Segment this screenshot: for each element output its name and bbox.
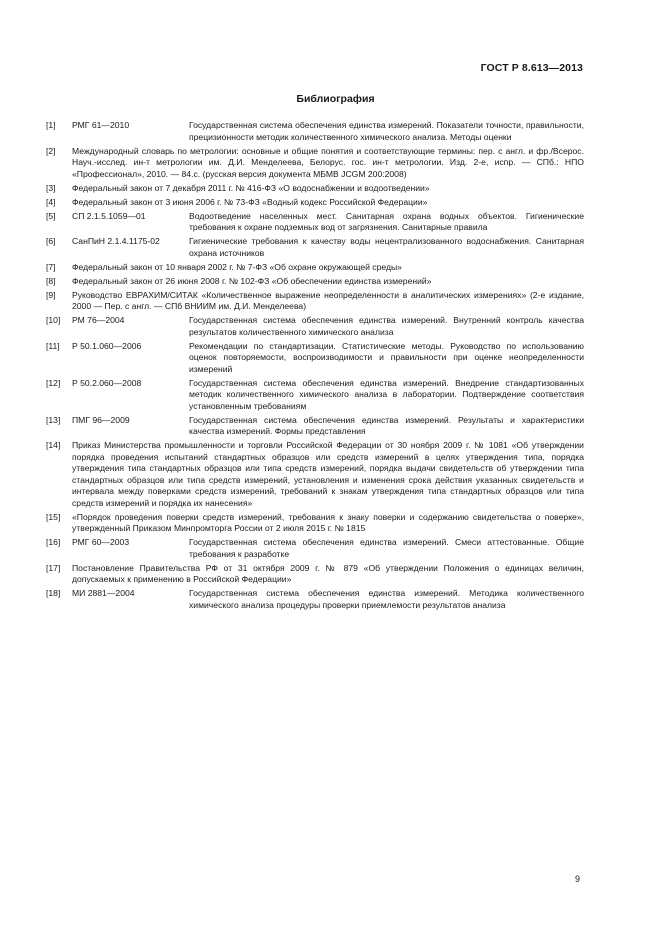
entry-description: Рекомендации по стандартизации. Статистические методы. Руководство по использованию оценок повторяемости, воспроизводимости и правильности при оценке неопределенности измерений <box>189 340 584 374</box>
entry-description: Гигиенические требования к качеству воды нецентрализованного водоснабжения. Санитарная охрана источников <box>189 236 584 258</box>
entry-description: Приказ Министерства промышленности и торговли Российской Федерации от 30 ноября 2009 г. № 1081 «Об утверждении порядка проведения испытаний стандартных образцов или средств измерений в целях утверждения типа, порядка утверждения типа стандартных образцов или типа средств измерений, порядка выдачи свидетельств об утверждении типа стандартных образцов или типа средств измерений, установления и изменения срока действия указанных свидетельств и интервала между поверками средств измерений, требований к знакам утверждения типа стандартных образцов или типа средств измерений и порядка их нанесения» <box>72 440 584 508</box>
bibliography-entry <box>46 315 584 338</box>
entry-number: [17] <box>46 562 61 573</box>
entry-description: Федеральный закон от 26 июня 2008 г. № 102-ФЗ «Об обеспечении единства измерений» <box>72 275 432 286</box>
entry-number: [8] <box>46 275 56 286</box>
entry-document-code: Р 50.1.060—2006 <box>72 340 142 351</box>
entry-description: Государственная система обеспечения единства измерений. Результаты и характеристики качества измерений. Формы представления <box>189 414 584 436</box>
entry-number: [13] <box>46 414 61 425</box>
entry-number: [15] <box>46 511 61 522</box>
entry-document-code: РМ 76—2004 <box>72 315 125 325</box>
entry-description: Федеральный закон от 3 июня 2006 г. № 73-ФЗ «Водный кодекс Российской Федерации» <box>72 196 428 207</box>
bibliography-entry <box>46 378 584 413</box>
entry-number: [10] <box>46 315 61 325</box>
standard-designation: ГОСТ Р 8.613—2013 <box>480 62 583 74</box>
bibliography-entry <box>46 440 584 509</box>
entry-number: [1] <box>46 120 56 130</box>
bibliography-entry <box>46 563 584 586</box>
bibliography-list <box>46 120 584 614</box>
entry-number: [9] <box>46 289 56 300</box>
entry-description: Федеральный закон от 7 декабря 2011 г. № 416-ФЗ «О водоснабжении и водоотведении» <box>72 182 430 193</box>
entry-description: Государственная система обеспечения единства измерений. Показатели точности, правильности, прецизионности методик количественного химического анализа. Методы оценки <box>189 120 584 142</box>
entry-number: [3] <box>46 182 56 193</box>
bibliography-entry <box>46 290 584 313</box>
bibliography-entry <box>46 197 584 209</box>
bibliography-entry <box>46 211 584 234</box>
entry-document-code: СП 2.1.5.1059—01 <box>72 210 146 221</box>
entry-number: [5] <box>46 210 56 221</box>
entry-number: [16] <box>46 537 61 547</box>
bibliography-entry <box>46 341 584 376</box>
entry-document-code: МИ 2881—2004 <box>72 588 135 598</box>
bibliography-entry <box>46 146 584 181</box>
entry-description: «Порядок проведения поверки средств измерений, требования к знаку поверки и содержанию свидетельства о поверке», утвержденный Приказом Минпромторга России от 2 июля 2015 г. № 1815 <box>72 511 584 533</box>
entry-document-code: СанПиН 2.1.4.1175-02 <box>72 236 160 246</box>
entry-number: [18] <box>46 588 61 598</box>
bibliography-entry <box>46 183 584 195</box>
entry-description: Водоотведение населенных мест. Санитарная охрана водных объектов. Гигиенические требования к охране подземных вод от загрязнения. Санитарные правила <box>189 210 584 232</box>
entry-description: Руководство ЕВРАХИМ/СИТАК «Количественное выражение неопределенности в аналитических измерениях» (2-е издание, 2000 — Пер. с англ. — СПб ВНИИМ им. Д.И. Менделеева) <box>72 289 584 311</box>
entry-description: Государственная система обеспечения единства измерений. Методика количественного химического анализа процедуры проверки приемлемости результатов анализа <box>189 588 584 610</box>
entry-number: [14] <box>46 440 61 450</box>
entry-description: Государственная система обеспечения единства измерений. Внутренний контроль качества результатов количественного химического анализа <box>189 315 584 337</box>
entry-document-code: РМГ 61—2010 <box>72 120 130 130</box>
bibliography-entry <box>46 120 584 143</box>
entry-document-code: ПМГ 96—2009 <box>72 414 130 425</box>
bibliography-entry <box>46 512 584 535</box>
entry-description: Государственная система обеспечения единства измерений. Внедрение стандартизованных методик количественного химического анализа в лаборатории. Подтверждение соответствия установленным требованиям <box>189 377 584 411</box>
bibliography-entry <box>46 276 584 288</box>
bibliography-entry <box>46 262 584 274</box>
entry-number: [4] <box>46 196 56 207</box>
entry-number: [6] <box>46 236 56 246</box>
entry-number: [2] <box>46 145 56 156</box>
entry-number: [11] <box>46 340 60 351</box>
entry-description: Международный словарь по метрологии: основные и общие понятия и соответствующие термины: пер. с англ. и фр./Всерос. Науч.-исслед. ин-т метрологии им. Д.И. Менделеева, Белорус. гос. ин-т метрологии. Изд. 2-е, испр. — СПб.: НПО «Профессионал», 2010. — 84.с. (русская версия документа МБМВ JCGM 200:2008) <box>72 145 584 179</box>
page-number: 9 <box>575 874 581 884</box>
bibliography-entry <box>46 415 584 438</box>
entry-description: Федеральный закон от 10 января 2002 г. № 7-ФЗ «Об охране окружающей среды» <box>72 261 402 272</box>
bibliography-entry <box>46 236 584 259</box>
entry-number: [12] <box>46 377 61 388</box>
entry-description: Государственная система обеспечения единства измерений. Смеси аттестованные. Общие требования к разработке <box>189 537 584 559</box>
entry-number: [7] <box>46 261 56 272</box>
bibliography-entry <box>46 537 584 560</box>
entry-document-code: РМГ 60—2003 <box>72 537 130 547</box>
entry-document-code: Р 50.2.060—2008 <box>72 377 142 388</box>
page-title: Библиография <box>296 93 375 105</box>
bibliography-entry <box>46 588 584 611</box>
entry-description: Постановление Правительства РФ от 31 октября 2009 г. № 879 «Об утверждении Положения о единицах величин, допускаемых к применению в Российской Федерации» <box>72 562 584 584</box>
